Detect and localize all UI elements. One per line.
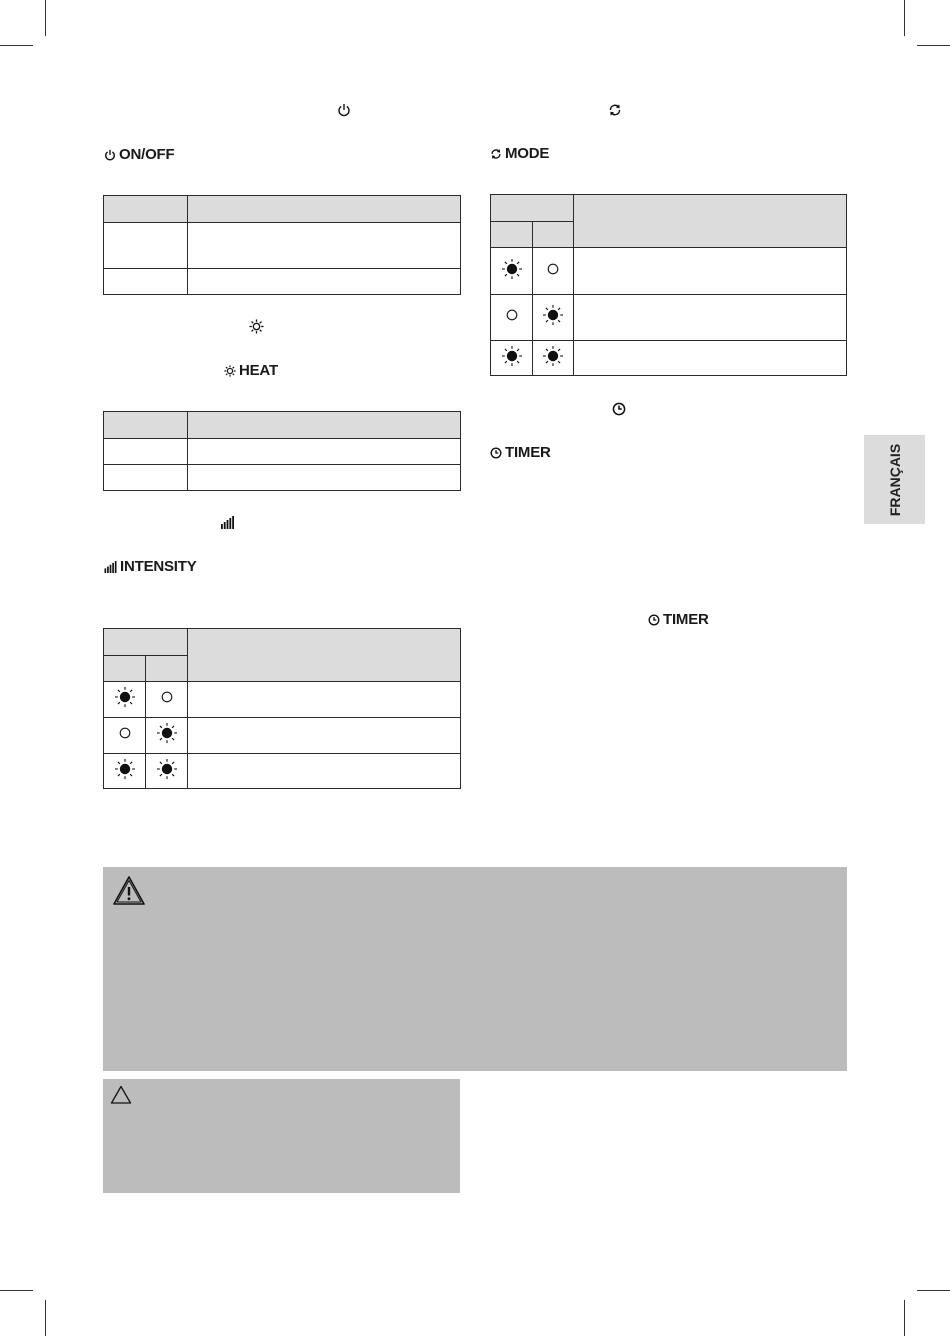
table-row <box>104 465 461 491</box>
table-cell <box>188 682 461 718</box>
table-header-cell <box>104 629 188 656</box>
power-icon <box>104 149 116 161</box>
table-header-cell <box>104 196 188 223</box>
crop-mark <box>917 45 950 46</box>
indicator-cell <box>533 341 574 376</box>
onoff-table <box>103 195 461 295</box>
crop-mark <box>917 1290 950 1291</box>
indicator-cell <box>146 682 188 718</box>
cycle-arrows-icon <box>490 148 502 160</box>
table-header-cell <box>491 222 533 248</box>
table-header-row <box>491 195 847 222</box>
indicator-lamp-icon <box>114 758 136 785</box>
crop-mark <box>904 1300 905 1336</box>
table-header-row <box>104 196 461 223</box>
table-cell <box>188 754 461 789</box>
table-row <box>491 248 847 295</box>
timer-heading <box>490 444 551 461</box>
table-row <box>104 269 461 295</box>
table-cell <box>104 269 188 295</box>
crop-mark <box>904 0 905 36</box>
table-header-cell <box>533 222 574 248</box>
table-header-row <box>104 629 461 656</box>
signal-bars-icon <box>221 516 234 529</box>
onoff-title: ON/OFF <box>119 146 175 163</box>
cycle-arrows-icon <box>608 103 622 117</box>
onoff-heading <box>104 146 174 163</box>
indicator-lamp-icon <box>156 758 178 785</box>
timer-inline-title: TIMER <box>663 611 709 628</box>
indicator-cell <box>533 248 574 295</box>
indicator-lamp-icon <box>542 345 564 372</box>
table-row <box>104 439 461 465</box>
table-row <box>104 718 461 754</box>
clock-icon <box>648 614 660 626</box>
table-row <box>104 754 461 789</box>
table-header-cell <box>188 196 461 223</box>
table-cell <box>574 341 847 376</box>
table-cell <box>188 439 461 465</box>
crop-mark <box>0 1290 33 1291</box>
crop-mark <box>45 1300 46 1336</box>
table-cell <box>188 223 461 269</box>
indicator-cell <box>533 295 574 341</box>
indicator-cell <box>491 341 533 376</box>
indicator-lamp-icon <box>542 258 564 285</box>
table-cell <box>104 465 188 491</box>
clock-icon <box>490 447 502 459</box>
signal-bars-icon <box>104 561 117 573</box>
indicator-lamp-icon <box>156 686 178 713</box>
crop-mark <box>0 45 33 46</box>
indicator-lamp-icon <box>114 722 136 749</box>
table-header-cell <box>574 195 847 248</box>
table-cell <box>188 465 461 491</box>
table-header-cell <box>491 195 574 222</box>
intensity-title: INTENSITY <box>120 558 197 575</box>
table-row <box>491 341 847 376</box>
table-header-cell <box>146 656 188 682</box>
indicator-cell <box>491 295 533 341</box>
mode-table <box>490 194 847 376</box>
indicator-lamp-icon <box>542 304 564 331</box>
table-cell <box>104 223 188 269</box>
indicator-cell <box>104 754 146 789</box>
heat-heading <box>224 362 278 379</box>
indicator-cell <box>146 754 188 789</box>
indicator-lamp-icon <box>156 722 178 749</box>
intensity-table <box>103 628 461 789</box>
crop-mark <box>45 0 46 36</box>
indicator-cell <box>104 682 146 718</box>
intensity-heading <box>104 558 197 575</box>
indicator-cell <box>104 718 146 754</box>
table-cell <box>188 718 461 754</box>
indicator-lamp-icon <box>501 258 523 285</box>
table-row <box>104 682 461 718</box>
heat-table <box>103 411 461 491</box>
sun-icon <box>249 319 264 334</box>
language-tab-label: FRANÇAIS <box>886 443 903 516</box>
mode-heading <box>490 145 549 162</box>
heat-title: HEAT <box>239 362 278 379</box>
table-header-cell <box>104 412 188 439</box>
table-cell <box>574 295 847 341</box>
table-header-row <box>104 412 461 439</box>
indicator-cell <box>146 718 188 754</box>
language-tab <box>864 435 925 524</box>
clock-icon <box>612 402 626 416</box>
table-cell <box>188 269 461 295</box>
mode-title: MODE <box>505 145 550 162</box>
power-icon <box>337 103 351 117</box>
timer-inline-heading <box>648 611 709 628</box>
sun-icon <box>224 365 236 377</box>
caution-triangle-icon <box>110 1085 132 1105</box>
table-header-cell <box>188 412 461 439</box>
warning-triangle-icon <box>112 875 146 907</box>
warning-box <box>103 867 847 1071</box>
indicator-lamp-icon <box>501 304 523 331</box>
table-cell <box>104 439 188 465</box>
indicator-lamp-icon <box>114 686 136 713</box>
timer-title: TIMER <box>505 444 551 461</box>
table-header-cell <box>104 656 146 682</box>
table-row <box>104 223 461 269</box>
indicator-cell <box>491 248 533 295</box>
indicator-lamp-icon <box>501 345 523 372</box>
table-header-cell <box>188 629 461 682</box>
table-cell <box>574 248 847 295</box>
caution-box <box>103 1079 460 1193</box>
table-row <box>491 295 847 341</box>
